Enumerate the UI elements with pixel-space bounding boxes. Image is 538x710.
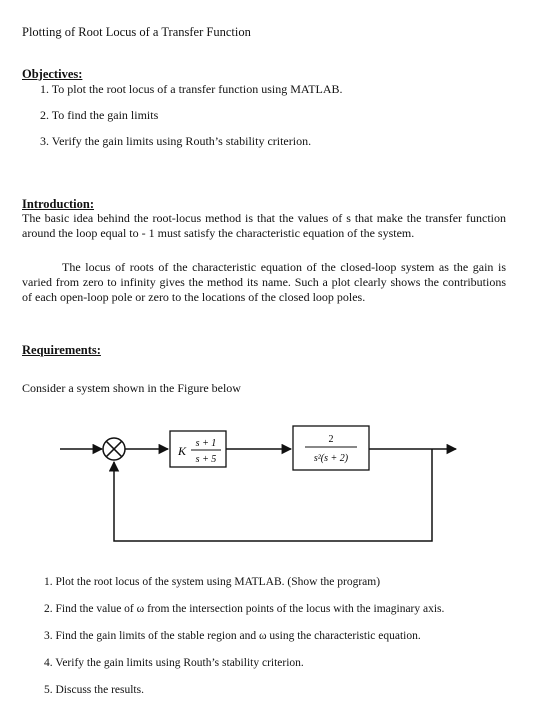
block2-numerator: 2	[328, 434, 334, 445]
requirement-item: 1. Plot the root locus of the system using MATLAB. (Show the program)	[44, 576, 381, 588]
objectives-heading: Objectives:	[22, 67, 83, 81]
objective-item: 3. Verify the gain limits using Routh’s stability criterion.	[40, 134, 312, 148]
gain-k: K	[178, 444, 187, 458]
block-diagram	[60, 418, 460, 550]
page-title: Plotting of Root Locus of a Transfer Function	[22, 25, 251, 39]
block2-denominator: s²(s + 2)	[313, 453, 349, 464]
block1-numerator: s + 1	[195, 438, 217, 449]
introduction-heading: Introduction:	[22, 197, 95, 211]
requirement-item: 2. Find the value of ω from the intersection points of the locus with the imaginary axis.	[44, 603, 445, 615]
introduction-paragraph-1: The basic idea behind the root-locus method is that the values of s that make the transfer function around the loop equal to - 1 must satisfy the characteristic equation of the system.	[22, 211, 506, 240]
consider-text: Consider a system shown in the Figure below	[22, 381, 241, 395]
requirements-list	[44, 575, 444, 710]
block1-denominator: s + 5	[195, 454, 217, 465]
objectives-list	[40, 82, 343, 160]
objective-item: 1. To plot the root locus of a transfer function using MATLAB.	[40, 82, 343, 96]
introduction-paragraph-2: The locus of roots of the characteristic equation of the closed-loop system as the gain is varied from zero to infinity gives the method its name. Such a plot clearly shows the contributions of each open-loop pole or zero to the locations of the closed loop poles.	[22, 260, 506, 304]
requirement-item: 5. Discuss the results.	[44, 684, 144, 696]
objective-item: 2. To find the gain limits	[40, 108, 159, 122]
requirement-item: 4. Verify the gain limits using Routh’s stability criterion.	[44, 657, 304, 669]
feedback-path	[114, 449, 432, 541]
summing-junction	[103, 438, 125, 460]
requirements-heading: Requirements:	[22, 343, 101, 357]
requirement-item: 3. Find the gain limits of the stable region and ω using the characteristic equation.	[44, 630, 421, 642]
